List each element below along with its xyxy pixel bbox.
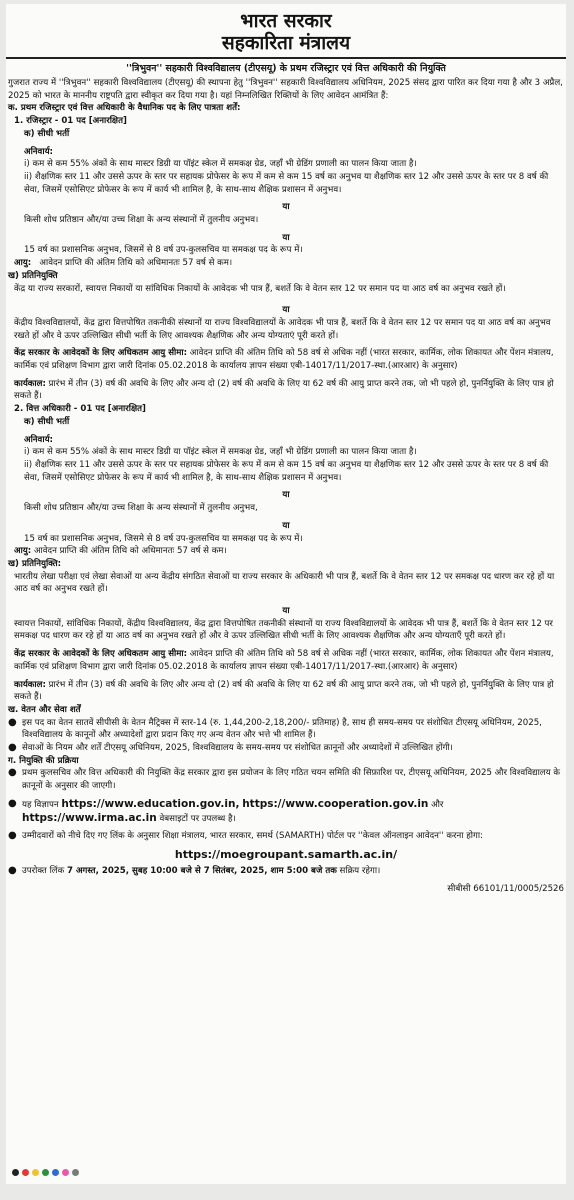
bullet-icon: ● bbox=[8, 830, 17, 842]
samarth-portal-link[interactable]: https://moegroupant.samarth.ac.in/ bbox=[174, 847, 398, 861]
list-item bbox=[8, 767, 564, 792]
color-dot bbox=[72, 1169, 79, 1176]
appointment-process-text: प्रथम कुलसचिव और वित्त अधिकारी की नियुक्ति केंद्र सरकार द्वारा इस प्रयोजन के लिए गठित चयन समिति की सिफ़ारिश पर, टीएसयू अधिनियम, 2025 और विश्वविद्यालय के क़ानूनों के अनुसार की जाएगी। bbox=[22, 768, 560, 792]
header-line1: भारत सरकार bbox=[240, 10, 332, 32]
advertisement-page bbox=[6, 4, 566, 1184]
cbc-code: सीबीसी 66101/11/0005/2526 bbox=[447, 884, 564, 895]
post1-age-label: आयु: bbox=[14, 258, 32, 269]
list-item bbox=[8, 865, 564, 878]
post2-m1: i) कम से कम 55% अंकों के साथ मास्टर डिग्री या पॉइंट स्केल में समकक्ष ग्रेड, जहाँ भी ग्रेडिंग प्रणाली का पालन किया जाता है। bbox=[24, 447, 417, 458]
section-kh-heading: ख. वेतन और सेवा शर्तें bbox=[8, 704, 81, 715]
post2-maxage-label: केंद्र सरकार के आवेदकों के लिए अधिकतम आयु सीमा: bbox=[14, 649, 188, 660]
post1-or2: या bbox=[282, 232, 290, 243]
link-active-pre: उपरोक्त लिंक bbox=[22, 865, 65, 876]
color-dot bbox=[62, 1169, 69, 1176]
websites-and: और bbox=[431, 799, 444, 810]
list-item bbox=[8, 830, 564, 843]
post1-tenure-text: प्रारंभ में तीन (3) वर्ष की अवधि के लिए और अन्य दो (2) वर्ष की अवधि के लिए या 62 वर्ष की आयु प्राप्त करने तक, जो भी पहले हो, पुनर्नियुक्ति के लिए पात्र हो सकते हैं। bbox=[14, 378, 554, 402]
post1-maxage-label: केंद्र सरकार के आवेदकों के लिए अधिकतम आयु सीमा: bbox=[14, 348, 188, 359]
list-item bbox=[8, 717, 564, 742]
post1-title: 1. रजिस्ट्रार - 01 पद [अनारक्षित] bbox=[14, 116, 127, 127]
post2-m2: ii) शैक्षणिक स्तर 11 और उससे ऊपर के स्तर पर सहायक प्रोफेसर के रूप में कम से कम 15 वर्ष का अनुभव या शैक्षणिक स्तर 12 और उससे ऊपर के स्तर पर 8 वर्ष की सेवा, जिसमें एसोसिएट प्रोफेसर के रूप में कार्य भी शामिल है, के साथ-साथ शैक्षिक प्रशासन में अनुभव। bbox=[24, 459, 549, 483]
post2-tenure-label: कार्यकाल: bbox=[14, 679, 46, 690]
post2-age-text: आवेदन प्राप्ति की अंतिम तिथि को अधिमानतः 57 वर्ष से कम। bbox=[33, 546, 227, 557]
ad-subtitle: ''त्रिभुवन'' सहकारी विश्वविद्यालय (टीएसयू) के प्रथम रजिस्ट्रार एवं वित्त अधिकारी की नियुक्ति bbox=[126, 63, 446, 74]
bullet-icon: ● bbox=[8, 742, 17, 754]
post1-dep2: केंद्रीय विश्वविद्यालयों, केंद्र द्वारा वित्तपोषित तकनीकी संस्थानों या राज्य विश्वविद्यालयों के आवेदक भी पात्र हैं, बशर्ते कि वे वेतन स्तर 12 पर समान पद या आठ वर्ष का अनुभव रखते हों और वे ऊपर उल्लिखित सीधी भर्ती के लिए आवश्यक शैक्षणिक और अन्य योग्यताएं पूरी करते हों। bbox=[14, 317, 551, 341]
post1-tenure-label: कार्यकाल: bbox=[14, 378, 46, 389]
list-item bbox=[8, 798, 564, 825]
post2-alt2: 15 वर्ष का प्रशासनिक अनुभव, जिसमे से 8 वर्ष उप-कुलसचिव या समकक्ष पद के रूप में। bbox=[24, 533, 303, 544]
color-dot bbox=[22, 1169, 29, 1176]
post1-m1: i) कम से कम 55% अंकों के साथ मास्टर डिग्री या पॉइंट स्केल में समकक्ष ग्रेड, जहाँ भी ग्रेडिंग प्रणाली का पालन किया जाता है। bbox=[24, 159, 417, 170]
websites-pre: यह विज्ञापन bbox=[22, 799, 59, 810]
education-link[interactable]: https://www.education.gov.in, bbox=[61, 797, 240, 810]
section-g-heading: ग. नियुक्ति की प्रक्रिया bbox=[8, 755, 79, 766]
bullet-icon: ● bbox=[8, 767, 17, 779]
header-divider bbox=[6, 57, 566, 59]
post2-maxage-text: आवेदन प्राप्ति की अंतिम तिथि को 58 वर्ष से अधिक नहीं (भारत सरकार, कार्मिक, लोक शिकायत और पेंशन मंत्रालय, कार्मिक एवं प्रशिक्षण विभाग द्वारा जारी दिनांक 05.02.2018 के कार्यालय ज्ञापन संख्या एबी-14017/11/2017-स्था.(आरआर) के अनुसार) bbox=[14, 649, 554, 672]
post1-m2: ii) शैक्षणिक स्तर 11 और उससे ऊपर के स्तर पर सहायक प्रोफेसर के रूप में कम से कम 15 वर्ष का अनुभव या शैक्षणिक स्तर 12 और उससे ऊपर के स्तर पर 8 वर्ष की सेवा, जिसमें एसोसिएट प्रोफेसर के रूप में कार्य भी शामिल है, के साथ-साथ शैक्षिक प्रशासन में अनुभव। bbox=[24, 171, 549, 195]
apply-online-text: उम्मीदवारों को नीचे दिए गए लिंक के अनुसार शिक्षा मंत्रालय, भारत सरकार, समर्थ (SAMARTH) पोर्टल पर ''केवल ऑनलाइन आवेदन'' करना होगा: bbox=[22, 831, 483, 842]
post2-dep1: भारतीय लेखा परीक्षा एवं लेखा सेवाओं या अन्य केंद्रीय संगठित सेवाओं या राज्य सरकार के अधिकारी भी पात्र हैं, बशर्ते कि वे वेतन स्तर 12 पर समकक्ष पद धारण कर रहे हों या आठ वर्ष का अनुभव रखते हों। bbox=[14, 571, 555, 595]
post1-direct: क) सीधी भर्ती bbox=[24, 128, 70, 139]
color-dot bbox=[32, 1169, 39, 1176]
link-active-post: सक्रिय रहेगा। bbox=[339, 865, 381, 876]
post1-age-text: आवेदन प्राप्ति की अंतिम तिथि को अधिमानतः 57 वर्ष से कम। bbox=[39, 258, 233, 269]
post2-direct: क) सीधी भर्ती bbox=[24, 416, 70, 427]
ad-body bbox=[6, 77, 566, 896]
websites-post: वेबसाइटों पर उपलब्ध है। bbox=[159, 813, 236, 824]
post1-mandatory: अनिवार्य: bbox=[24, 146, 53, 157]
section-k-heading: क. प्रथम रजिस्ट्रार एवं वित्त अधिकारी के वैधानिक पद के लिए पात्रता शर्तें: bbox=[8, 103, 241, 114]
color-dot bbox=[52, 1169, 59, 1176]
bullet-icon: ● bbox=[8, 864, 17, 876]
header bbox=[6, 4, 566, 54]
post1-dep1: केंद्र या राज्य सरकारों, स्वायत्त निकायों या सांविधिक निकायों के आवेदक भी पात्र हैं, बशर्ते कि वे वेतन स्तर 12 पर समान पद या आठ वर्ष का अनुभव रखते हों। bbox=[14, 283, 506, 294]
post2-deputation: ख) प्रतिनियुक्ति: bbox=[8, 558, 62, 569]
link-active-dates: 7 अगस्त, 2025, सुबह 10:00 बजे से 7 सितंबर, 2025, शाम 5:00 बजे तक bbox=[66, 865, 337, 876]
post2-or3: या bbox=[282, 606, 290, 617]
list-item bbox=[8, 742, 564, 755]
post1-or1: या bbox=[282, 202, 290, 213]
post2-mandatory: अनिवार्य: bbox=[24, 434, 53, 445]
service-rules-text: सेवाओं के नियम और शर्तें टीएसयू अधिनियम, 2025, विश्वविद्यालय के समय-समय पर संशोधित क़ानूनों और अध्यादेशों में उल्लिखित होंगी। bbox=[22, 743, 453, 754]
bullet-icon: ● bbox=[8, 797, 17, 809]
header-line2: सहकारिता मंत्रालय bbox=[221, 32, 351, 54]
post2-age-label: आयु: bbox=[14, 546, 32, 557]
post1-deputation: ख) प्रतिनियुक्ति bbox=[8, 270, 58, 281]
salary-text: इस पद का वेतन सातवें सीपीसी के वेतन मैट्रिक्स में स्तर-14 (रु. 1,44,200-2,18,200/- प्रतिमाह) है, साथ ही समय-समय पर संशोधित टीएसयू अधिनियम, 2025, विश्वविद्यालय के कानूनों और अध्यादेशों द्वारा प्रदान किए गए अन्य वेतन और भत्ते भी शामिल हैं। bbox=[22, 717, 542, 741]
bullet-icon: ● bbox=[8, 716, 17, 728]
post2-or2: या bbox=[282, 520, 290, 531]
color-dot bbox=[12, 1169, 19, 1176]
post2-title: 2. वित्त अधिकारी - 01 पद [अनारक्षित] bbox=[14, 404, 146, 415]
print-color-dots bbox=[12, 1169, 79, 1176]
post1-or3: या bbox=[282, 305, 290, 316]
post2-alt1: किसी शोध प्रतिष्ठान और/या उच्च शिक्षा के अन्य संस्थानों में तुलनीय अनुभव, bbox=[24, 503, 258, 514]
post1-maxage-text: आवेदन प्राप्ति की अंतिम तिथि को 58 वर्ष से अधिक नहीं (भारत सरकार, कार्मिक, लोक शिकायत और पेंशन मंत्रालय, कार्मिक एवं प्रशिक्षण विभाग द्वारा जारी दिनांक 05.02.2018 के कार्यालय ज्ञापन संख्या एबी-14017/11/2017-स्था.(आरआर) के अनुसार) bbox=[14, 348, 554, 372]
color-dot bbox=[42, 1169, 49, 1176]
intro-text: गुजरात राज्य में ''त्रिभुवन'' सहकारी विश्वविद्यालय (टीएसयू) की स्थापना हेतु ''त्रिभुवन'' सहकारी विश्वविद्यालय अधिनियम, 2025 संसद द्वारा पारित कर दिया गया है और 3 अप्रैल, 2025 को भारत के माननीय राष्ट्रपति द्वारा स्वीकृत कर दिया गया है। यहां निम्नलिखित रिक्तियों के लिए आवेदन आमंत्रित हैं: bbox=[8, 78, 563, 101]
cooperation-link[interactable]: https://www.cooperation.gov.in bbox=[242, 797, 429, 810]
post1-alt1: किसी शोध प्रतिष्ठान और/या उच्च शिक्षा के अन्य संस्थानों में तुलनीय अनुभव। bbox=[24, 215, 259, 226]
post1-alt2: 15 वर्ष का प्रशासनिक अनुभव, जिसमें से 8 वर्ष उप-कुलसचिव या समकक्ष पद के रूप में। bbox=[24, 245, 303, 256]
post2-or1: या bbox=[282, 490, 290, 501]
post2-dep2: स्वायत्त निकायों, सांविधिक निकायों, केंद्रीय विश्वविद्यालय, केंद्र द्वारा वित्तपोषित तकनीकी संस्थानों या राज्य विश्वविद्यालयों के आवेदक भी पात्र हैं, बशर्ते कि वे वेतन स्तर 12 पर समकक्ष पद धारण कर रहे हों या आठ वर्ष का अनुभव रखते हों और वे ऊपर उल्लिखित सीधी भर्ती के लिए आवश्यक शैक्षणिक और अन्य योग्यताएँ पूरी करते हों। bbox=[14, 618, 553, 642]
post2-tenure-text: प्रारंभ में तीन (3) वर्ष की अवधि के लिए और अन्य दो (2) वर्ष की अवधि के लिए या 62 वर्ष की आयु प्राप्त करने तक, जो भी पहले हो, पुनर्नियुक्ति के लिए पात्र हो सकते हैं। bbox=[14, 679, 554, 703]
irma-link[interactable]: https://www.irma.ac.in bbox=[22, 811, 157, 824]
